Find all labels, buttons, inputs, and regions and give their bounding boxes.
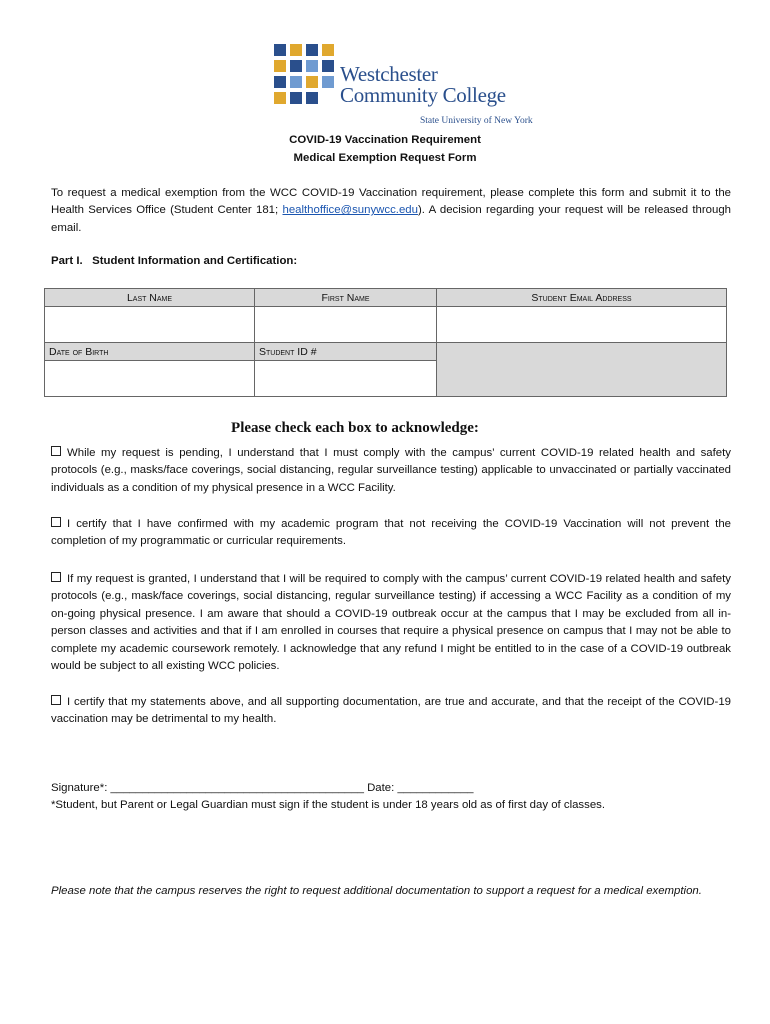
intro-text-after: ). A decision regarding your request will be released through email. <box>51 204 731 234</box>
student-info-table <box>44 288 727 397</box>
redacted-block <box>437 343 727 397</box>
form-subtitle: Medical Exemption Request Form <box>293 152 477 164</box>
logo-line2: Community College <box>340 83 506 107</box>
checkbox-4[interactable] <box>51 695 61 705</box>
section-heading <box>51 255 297 267</box>
ack-item-4-text: I certify that my statements above, and all supporting documentation, are true and accurate, and that the receipt of the COVID-19 vaccination may be detrimental to my health. <box>51 696 731 726</box>
student-id-field[interactable] <box>255 361 437 397</box>
checkbox-2[interactable] <box>51 517 61 527</box>
form-title: COVID-19 Vaccination Requirement <box>289 134 481 146</box>
logo-grid-icon <box>274 44 334 106</box>
ack-item-4 <box>51 694 731 729</box>
signature-line[interactable]: Signature*: ________________________________________ Date: ____________ <box>51 782 474 794</box>
date-of-birth-label: Date of Birth <box>45 343 255 361</box>
last-name-label: Last Name <box>45 289 255 307</box>
logo-subtitle: State University of New York <box>420 116 533 126</box>
checkbox-1[interactable] <box>51 446 61 456</box>
section-label: Part I. <box>51 255 83 267</box>
ack-item-3 <box>51 571 731 675</box>
section-title: Student Information and Certification: <box>92 255 298 267</box>
student-id-label: Student ID # <box>255 343 437 361</box>
signature-note: *Student, but Parent or Legal Guardian must sign if the student is under 18 years old as of first day of classes. <box>51 799 606 811</box>
ack-item-2 <box>51 516 731 551</box>
ack-item-3-text: If my request is granted, I understand that I will be required to comply with the campus’ current COVID-19 related health and safety protocols (e.g., mask/face coverings, social distancing, regular surveillance testing) if accessing a WCC Facility as a condition of my on-going physical presence. I am aware that should a COVID-19 outbreak occur at the campus that I may be excluded from all in-person classes and activities and that if I am enrolled in courses that require a physical presence on campus that I may not be able to complete my academic coursework remotely. I acknowledge that any refund I might be entitled to in the case of a COVID-19 outbreak would be subject to all existing WCC policies. <box>51 573 731 673</box>
ack-item-1 <box>51 445 731 497</box>
logo-name <box>340 64 506 106</box>
intro-text-before: To request a medical exemption from the WCC COVID-19 Vaccination requirement, please complete this form and submit it to the Health Services Office (Student Center 181; <box>51 187 731 217</box>
ack-item-2-text: I certify that I have confirmed with my academic program that not receiving the COVID-19 Vaccination will not prevent the completion of my programmatic or curricular requirements. <box>51 518 731 548</box>
checkbox-3[interactable] <box>51 572 61 582</box>
health-office-email-link[interactable]: healthoffice@sunywcc.edu <box>282 204 418 217</box>
acknowledge-heading: Please check each box to acknowledge: <box>231 420 479 436</box>
logo-line1: Westchester <box>340 62 438 86</box>
date-of-birth-field[interactable] <box>45 361 255 397</box>
student-email-label: Student Email Address <box>437 289 727 307</box>
student-email-field[interactable] <box>437 307 727 343</box>
intro-paragraph <box>51 185 731 237</box>
ack-item-1-text: While my request is pending, I understand that I must comply with the campus’ current COVID-19 related health and safety protocols (e.g., masks/face coverings, social distancing, regular surveillance testing) applicable to unvaccinated or partially vaccinated individuals as a condition of my physical presence in a WCC Facility. <box>51 447 731 494</box>
first-name-field[interactable] <box>255 307 437 343</box>
college-logo <box>274 44 533 128</box>
documentation-note: Please note that the campus reserves the right to request additional documentation to support a request for a medical exemption. <box>51 885 702 897</box>
last-name-field[interactable] <box>45 307 255 343</box>
first-name-label: First Name <box>255 289 437 307</box>
